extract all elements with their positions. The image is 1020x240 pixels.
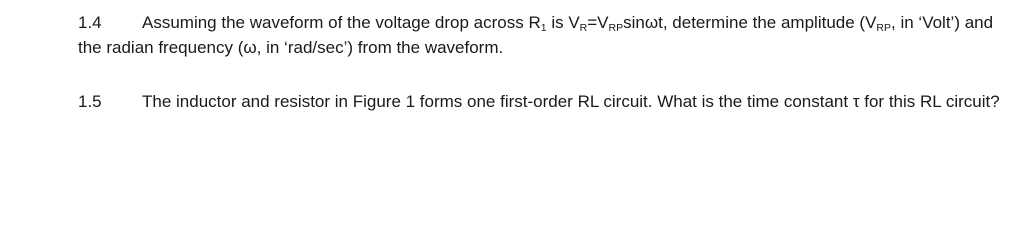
question-text: is V [546,13,580,32]
question-1-5 [78,89,1008,114]
question-number: 1.4 [78,13,102,32]
question-text: sinωt, determine the amplitude (V [623,13,877,32]
question-1-4 [78,10,1008,60]
subscript: 1 [540,22,547,34]
subscript: RP [876,22,892,34]
question-text: Assuming the waveform of the voltage drop across R [142,13,541,32]
question-text: , in ‘Volt’) and the radian frequency (ω, in ‘rad/sec’) from the waveform. [78,13,994,57]
subscript: R [579,22,588,34]
question-text: =V [587,13,609,32]
subscript: RP [608,22,624,34]
question-text: The inductor and resistor in Figure 1 forms one first-order RL circuit. What is the time constant τ for this RL circuit? [142,92,1000,111]
question-number: 1.5 [78,92,102,111]
